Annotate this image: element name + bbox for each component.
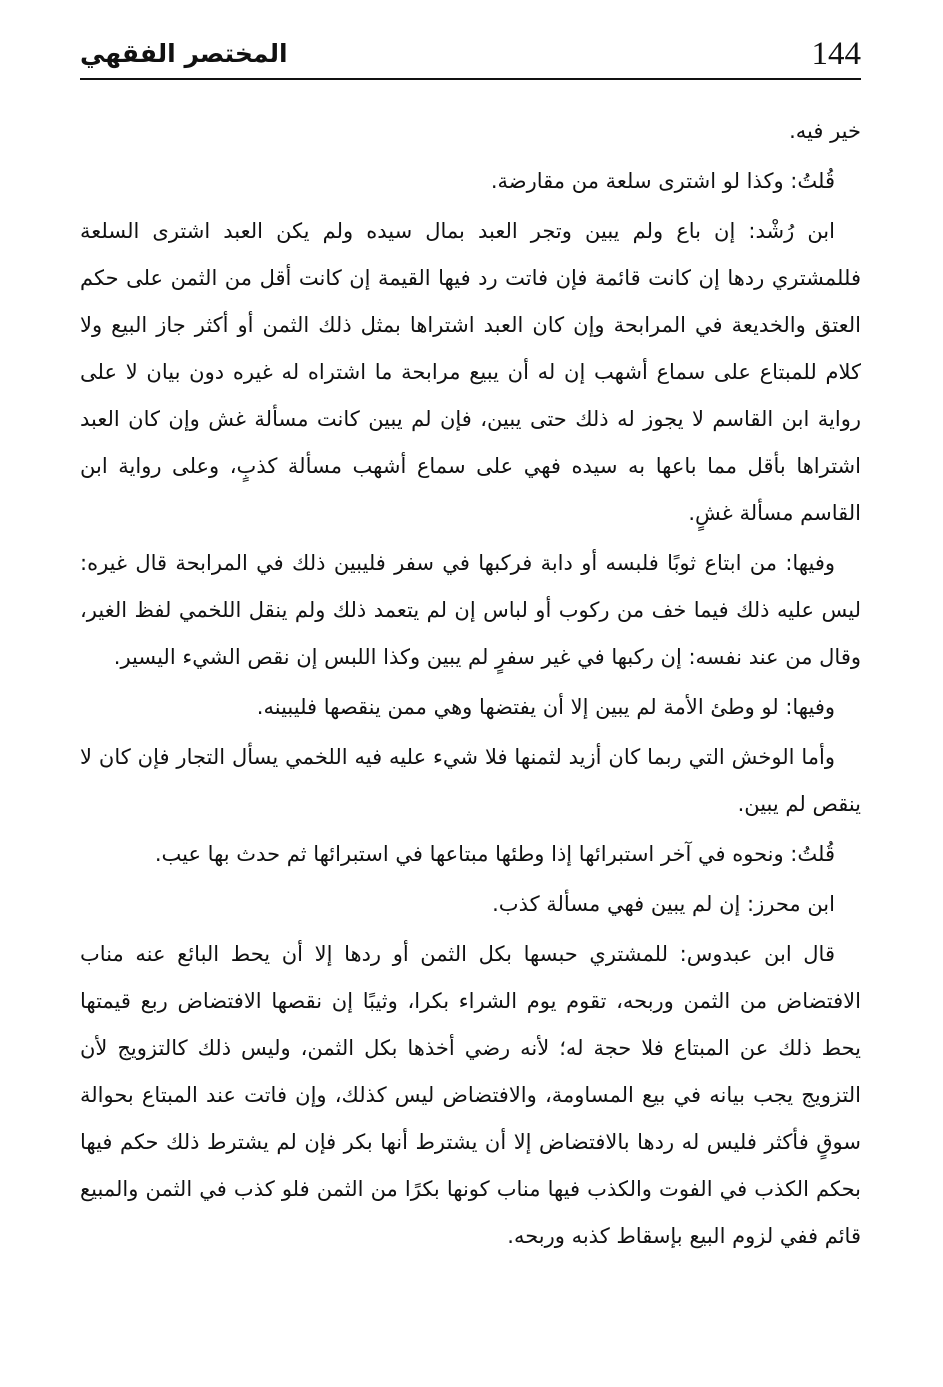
paragraph: وفيها: لو وطئ الأمة لم يبين إلا أن يفتضها وهي ممن ينقصها فليبينه. [256,695,835,719]
paragraph: وأما الوخش التي ربما كان أزيد لثمنها فلا شيء عليه فيه اللخمي يسأل التجار فإن كان لا ينقص لم يبين. [80,745,861,816]
header-rule [80,78,861,80]
paragraph: ابن رُشْد: إن باع ولم يبين وتجر العبد بمال سيده ولم يكن العبد اشترى السلعة فللمشتري ردها إن كانت قائمة فإن فاتت رد فيها القيمة إن كانت أقل من الثمن على حكم العتق والخديعة في المرابحة وإن كان العبد اشتراها بمثل ذلك الثمن أو أكثر جاز البيع ولا كلام للمبتاع على سماع أشهب إن له أن يبيع مرابحة ما اشتراه له غيره دون بيان لا على رواية ابن القاسم لا يجوز له ذلك حتى يبين، فإن لم يبين كانت مسألة غش وإن كان العبد اشتراها بأقل مما باعها به سيده فهي على سماع أشهب مسألة كذبٍ، وعلى رواية ابن القاسم مسألة غشٍ. [80,219,861,525]
paragraph: ابن محرز: إن لم يبين فهي مسألة كذب. [492,892,835,916]
body-text [80,108,861,1263]
paragraph: قال ابن عبدوس: للمشتري حبسها بكل الثمن أو ردها إلا أن يحط البائع عنه مناب الافتضاض من الثمن وربحه، تقوم يوم الشراء بكرا، وثيبًا إن نقصها الافتضاض ربع قيمتها يحط ذلك عن المبتاع فلا حجة له؛ لأنه رضي أخذها بكل الثمن، وليس ذلك كالتزويج لأن التزويج يجب بيانه في بيع المساومة، والافتضاض ليس كذلك، وإن فاتت عند المبتاع بحوالة سوقٍ فأكثر فليس له ردها بالافتضاض إلا أن يشترط أنها بكر فإن لم يشترط ذلك حكم فيها بحكم الكذب في الفوت والكذب فيها مناب كونها بكرًا من الثمن فلو كذب في الثمن والمبيع قائم ففي لزوم البيع بإسقاط كذبه وربحه. [80,942,861,1248]
running-title: المختصر الفقهي [80,39,288,68]
paragraph: قُلتُ: ونحوه في آخر استبرائها إذا وطئها مبتاعها في استبرائها ثم حدث بها عيب. [154,842,835,866]
paragraph: قُلتُ: وكذا لو اشترى سلعة من مقارضة. [490,169,835,193]
paragraph: خير فيه. [789,119,861,143]
page-number: 144 [811,36,861,72]
page-header [80,28,861,80]
paragraph: وفيها: من ابتاع ثوبًا فلبسه أو دابة فركبها في سفر فليبين ذلك في المرابحة قال غيره: ليس عليه ذلك فيما خف من ركوب أو لباس إن لم يتعمد ذلك ولم ينقل اللخمي لفظ الغير، وقال من عند نفسه: إن ركبها في غير سفرٍ لم يبين وكذا اللبس إن نقص الشيء اليسير. [80,551,861,669]
